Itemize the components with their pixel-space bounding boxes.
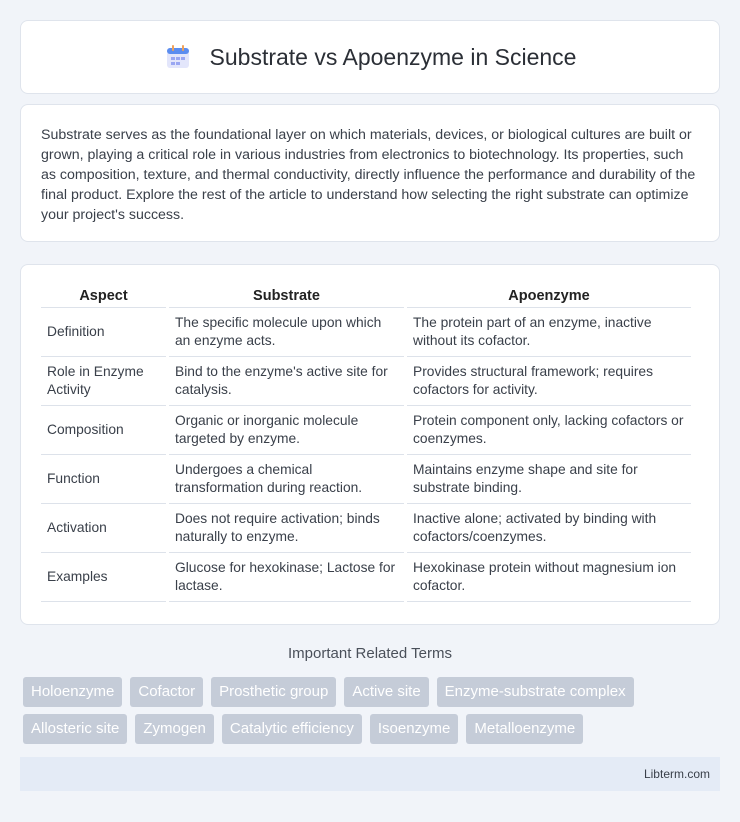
table-cell: Function — [41, 455, 166, 504]
intro-card — [20, 104, 720, 242]
comparison-table — [38, 285, 694, 602]
table-cell: Definition — [41, 308, 166, 357]
table-cell: Glucose for hexokinase; Lactose for lactase. — [169, 553, 404, 602]
table-row — [41, 308, 691, 357]
intro-text: Substrate serves as the foundational layer on which materials, devices, or biological cultures are built or grown, playing a critical role in various industries from electronics to biotechnology. Its properties, such as composition, texture, and thermal conductivity, directly influence the performance and durability of the final product. Explore the rest of the article to understand how selecting the right substrate can optimize your project's success. — [41, 127, 696, 223]
table-cell: Maintains enzyme shape and site for substrate binding. — [407, 455, 691, 504]
table-header-row — [41, 285, 691, 308]
footer-brand-link[interactable]: Libterm.com — [643, 767, 710, 781]
table-cell: Does not require activation; binds naturally to enzyme. — [169, 504, 404, 553]
related-terms-title: Important Related Terms — [288, 645, 452, 662]
related-terms-row-1 — [23, 677, 723, 707]
tag-cofactor[interactable]: Cofactor — [130, 677, 203, 707]
tag-zymogen[interactable]: Zymogen — [135, 714, 214, 744]
tag-active-site[interactable]: Active site — [344, 677, 428, 707]
tag-holoenzyme[interactable]: Holoenzyme — [23, 677, 122, 707]
table-row — [41, 455, 691, 504]
table-row — [41, 553, 691, 602]
header-aspect: Aspect — [41, 285, 166, 308]
tag-allosteric-site[interactable]: Allosteric site — [23, 714, 127, 744]
table-row — [41, 406, 691, 455]
calendar-icon — [164, 43, 192, 71]
table-cell: Inactive alone; activated by binding with cofactors/coenzymes. — [407, 504, 691, 553]
comparison-card — [20, 264, 720, 625]
tag-catalytic-efficiency[interactable]: Catalytic efficiency — [222, 714, 362, 744]
table-cell: Composition — [41, 406, 166, 455]
table-cell: The specific molecule upon which an enzyme acts. — [169, 308, 404, 357]
table-cell: The protein part of an enzyme, inactive without its cofactor. — [407, 308, 691, 357]
table-row — [41, 504, 691, 553]
header-card — [20, 20, 720, 94]
footer — [20, 757, 720, 791]
table-cell: Hexokinase protein without magnesium ion cofactor. — [407, 553, 691, 602]
table-row — [41, 357, 691, 406]
tag-isoenzyme[interactable]: Isoenzyme — [370, 714, 459, 744]
page-title: Substrate vs Apoenzyme in Science — [209, 43, 577, 70]
table-cell: Organic or inorganic molecule targeted by enzyme. — [169, 406, 404, 455]
header-apoenzyme: Apoenzyme — [407, 285, 691, 308]
table-cell: Examples — [41, 553, 166, 602]
table-cell: Provides structural framework; requires cofactors for activity. — [407, 357, 691, 406]
related-terms-row-2 — [23, 714, 723, 744]
table-cell: Role in Enzyme Activity — [41, 357, 166, 406]
tag-prosthetic-group[interactable]: Prosthetic group — [211, 677, 336, 707]
table-cell: Bind to the enzyme's active site for catalysis. — [169, 357, 404, 406]
table-cell: Protein component only, lacking cofactors or coenzymes. — [407, 406, 691, 455]
header-substrate: Substrate — [169, 285, 404, 308]
table-cell: Undergoes a chemical transformation during reaction. — [169, 455, 404, 504]
tag-metalloenzyme[interactable]: Metalloenzyme — [466, 714, 583, 744]
tag-enzyme-substrate-complex[interactable]: Enzyme-substrate complex — [437, 677, 634, 707]
table-cell: Activation — [41, 504, 166, 553]
